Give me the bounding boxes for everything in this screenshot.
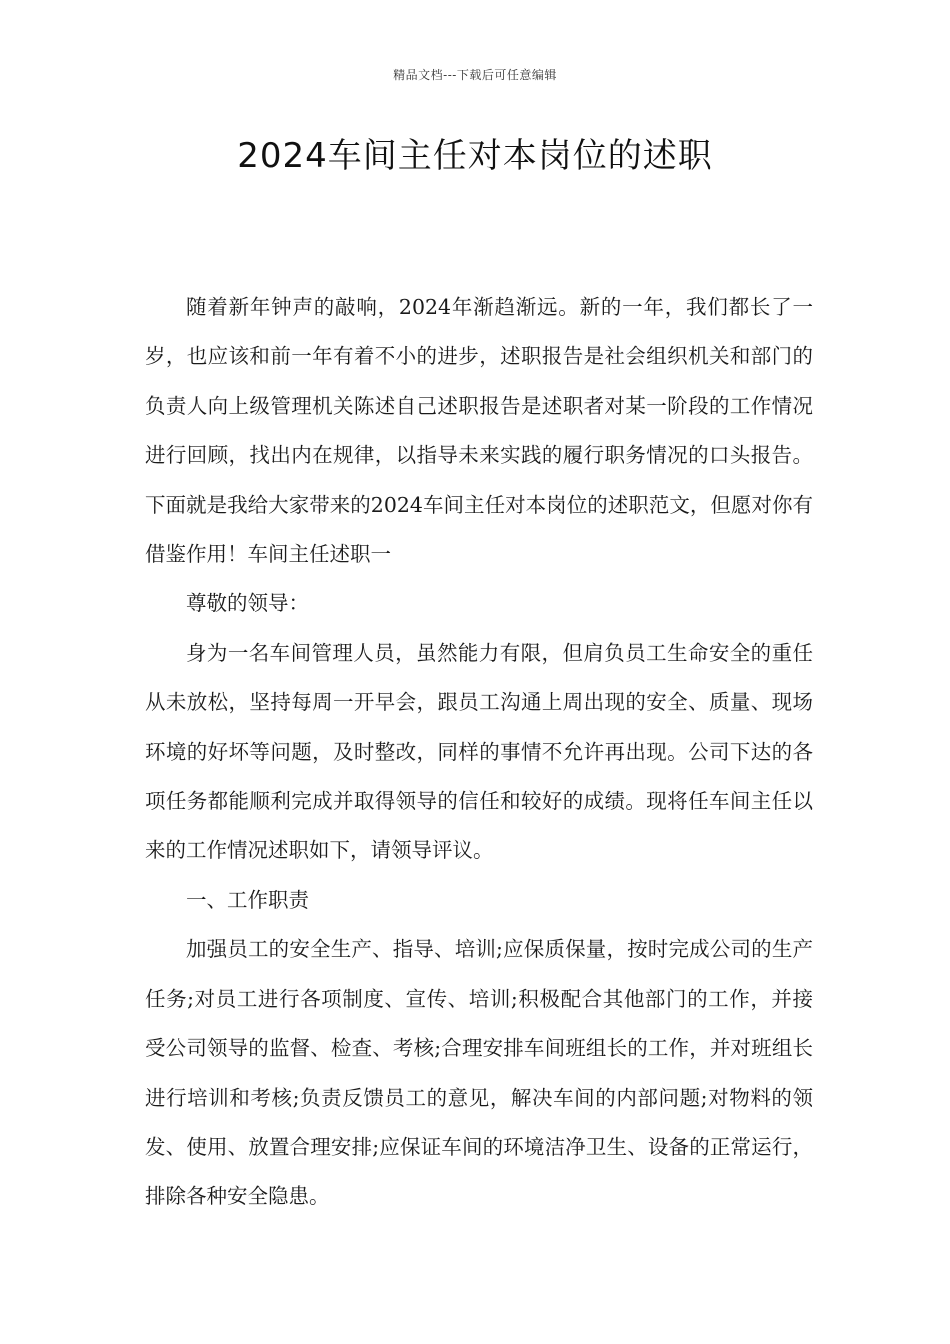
header-note: 精品文档---下载后可任意编辑	[393, 68, 557, 82]
paragraph-summary: 身为一名车间管理人员，虽然能力有限，但肩负员工生命安全的重任从未放松，坚持每周一开早会，跟员工沟通上周出现的安全、质量、现场环境的好坏等问题，及时整改，同样的事情不允许再出现。公司下达的各项任务都能顺利完成并取得领导的信任和较好的成绩。现将任车间主任以来的工作情况述职如下，请领导评议。	[145, 640, 813, 863]
section-heading-duties: 一、工作职责	[186, 887, 309, 912]
paragraph-intro: 随着新年钟声的敲响，2024年渐趋渐远。新的一年，我们都长了一岁，也应该和前一年有着不小的进步，述职报告是社会组织机关和部门的负责人向上级管理机关陈述自己述职报告是述职者对某一阶段的工作情况进行回顾，找出内在规律，以指导未来实践的履行职务情况的口头报告。下面就是我给大家带来的2024车间主任对本岗位的述职范文，但愿对你有借鉴作用！车间主任述职一	[145, 295, 813, 567]
document-body	[145, 283, 813, 1222]
paragraph-salutation: 尊敬的领导：	[186, 591, 309, 616]
paragraph-duties: 加强员工的安全生产、指导、培训;应保质保量，按时完成公司的生产任务;对员工进行各项制度、宣传、培训;积极配合其他部门的工作，并接受公司领导的监督、检查、考核;合理安排车间班组长的工作，并对班组长进行培训和考核;负责反馈员工的意见，解决车间的内部问题;对物料的领发、使用、放置合理安排;应保证车间的环境洁净卫生、设备的正常运行，排除各种安全隐患。	[145, 937, 813, 1209]
document-title: 2024车间主任对本岗位的述职	[237, 136, 713, 176]
